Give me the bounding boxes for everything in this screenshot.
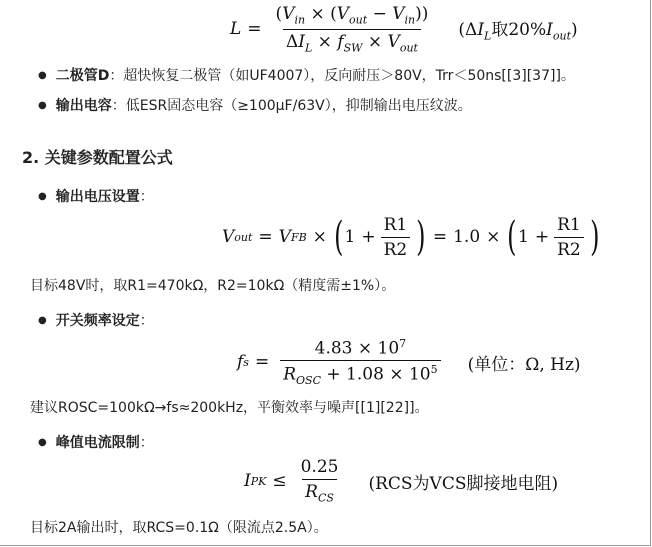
bullet-output-voltage <box>38 186 154 206</box>
bullet-dot: ● <box>38 436 47 448</box>
bullet-dot: ● <box>38 69 47 81</box>
formula-fs: f s = $\frac{4.83 \times 10^7}{R_{OSC} + 1.08 \times 10^5}$ (单位：Ω, Hz) <box>237 336 581 388</box>
formula-inductor: L = $\frac{(V_{in} \times (V_{out} - V_{in}))}{\Delta I_L \times f_{SW} \times V_{out}}$ ($\Delta I_L$取$20\%I_{out}$) <box>230 4 578 54</box>
formula-vout: V out = V FB × ( 1 + $\frac{R1}{R2}$ ) = 1.0 × ( 1 + $\frac{R1}{R2}$ ) <box>222 214 600 260</box>
bullet-label: 输出电容 <box>55 98 112 114</box>
bullet-text: ： <box>139 189 154 205</box>
bullet-label: 输出电压设置 <box>55 189 140 205</box>
formula-inductor-fraction <box>273 4 432 54</box>
formula-numerator: $(V_{in} \times (V_{out} - V_{in}))$ <box>275 4 429 27</box>
bullet-diode <box>38 65 575 85</box>
bullet-label: 开关频率设定 <box>55 313 140 329</box>
bullet-text: ： <box>139 313 154 329</box>
bullet-text: ： <box>139 435 154 451</box>
bullet-dot: ● <box>38 314 47 326</box>
formula-vout-fraction-1: $\frac{R1}{R2}$ <box>381 215 411 260</box>
bullet-output-capacitor <box>38 95 472 115</box>
bullet-dot: ● <box>38 190 47 202</box>
formula-vout-fraction-2: $\frac{R1}{R2}$ <box>554 215 584 260</box>
bullet-text: ：低ESR固态电容（≥100μF/63V），抑制输出电压纹波。 <box>111 98 472 114</box>
section-heading: 2. 关键参数配置公式 <box>22 148 173 167</box>
bullet-peak-current <box>38 432 154 452</box>
formula-ipk: I PK ≤ $\frac{0.25}{R_{CS}}$ (RCS为VCS脚接地电阻) <box>244 457 559 505</box>
formula-ipk-fraction: $\frac{0.25}{R_{CS}}$ <box>300 457 339 505</box>
formula-vout-coef: 1.0 <box>453 227 481 247</box>
para-frequency: 建议ROSC=100kΩ→fs≈200kHz，平衡效率与噪声[[1][22]]。 <box>30 400 429 416</box>
para-vout: 目标48V时，取R1=470kΩ，R2=10kΩ（精度需±1%）。 <box>30 278 396 294</box>
formula-ipk-note: (RCS为VCS脚接地电阻) <box>368 473 559 494</box>
formula-lhs: L <box>230 19 242 39</box>
bullet-label: 峰值电流限制 <box>55 435 140 451</box>
formula-denominator: $\Delta I_L \times f_{SW} \times V_{out}$ <box>283 29 421 54</box>
bullet-text: ：超快恢复二极管（如UF4007），反向耐压＞80V，Trr＜50ns[[3][37]]。 <box>109 68 575 84</box>
bullet-switching-frequency <box>38 310 154 330</box>
formula-fs-fraction: $\frac{4.83 \times 10^7}{R_{OSC} + 1.08 \times 10^5}$ <box>280 337 440 388</box>
formula-fs-unit-note: (单位：Ω, Hz) <box>467 354 581 375</box>
bullet-dot: ● <box>38 99 47 111</box>
para-peak: 目标2A输出时，取RCS=0.1Ω（限流点2.5A）。 <box>30 520 328 536</box>
formula-inductor-note: ($\Delta I_L$取$20\%I_{out}$) <box>458 20 578 43</box>
bullet-label: 二极管D <box>55 68 110 84</box>
